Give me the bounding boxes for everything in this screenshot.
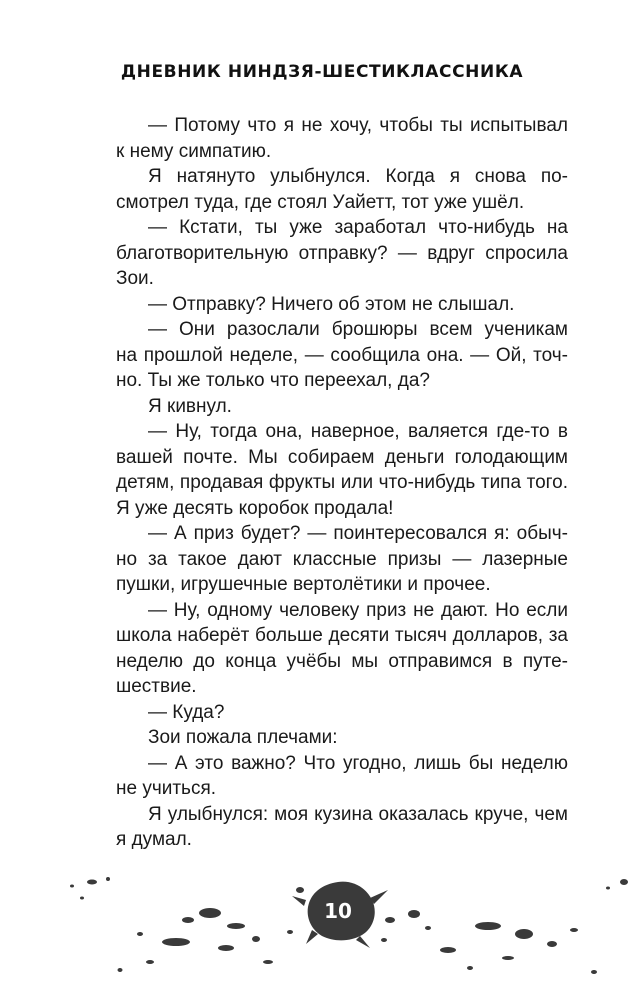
text-line: Я натянуто улыбнулся. Когда я снова по- <box>148 166 568 187</box>
text-line: шествие. <box>116 676 197 697</box>
text-line: — А приз будет? — поинтересовался я: обыч- <box>148 523 568 544</box>
page-number: 10 <box>324 899 352 923</box>
text-line: — Отправку? Ничего об этом не слышал. <box>148 293 515 315</box>
text-line: — Потому что я не хочу, чтобы ты испытывал <box>148 115 568 136</box>
text-line: но. Ты же только что переехал, да? <box>116 370 430 391</box>
text-line: Я уже десять коробок продала! <box>116 497 394 519</box>
text-line: — Ну, тогда она, наверное, валяется где-то в <box>148 421 568 442</box>
text-line: но за такое дают классные призы — лазерные <box>116 548 568 570</box>
text-line: не учиться. <box>116 778 217 799</box>
text-line: Я кивнул. <box>148 395 232 417</box>
text-line: вашей почте. Мы собираем деньги голодающим <box>116 446 568 468</box>
text-line: я думал. <box>116 829 192 850</box>
text-line: детям, продавая фрукты или что-нибудь типа того. <box>116 472 568 493</box>
text-line: Я улыбнулся: моя кузина оказалась круче, чем <box>148 803 568 825</box>
text-line: — Ну, одному человеку приз не дают. Но если <box>148 599 568 621</box>
text-line: Зои пожала плечами: <box>148 727 338 748</box>
text-line: смотрел туда, где стоял Уайетт, тот уже ушёл. <box>116 191 525 213</box>
text-line: — А это важно? Что угодно, лишь бы неделю <box>148 752 568 774</box>
text-line: на прошлой неделе, — сообщила она. — Ой, точ- <box>116 344 568 366</box>
text-line: Зои. <box>116 268 154 289</box>
text-line: — Они разослали брошюры всем ученикам <box>148 319 568 340</box>
text-line: к нему симпатию. <box>116 140 272 162</box>
text-line: школа наберёт больше десяти тысяч долларов, за <box>116 625 568 646</box>
body-text <box>116 113 568 853</box>
text-line: неделю до конца учёбы мы отправимся в путе- <box>116 650 568 672</box>
running-head-title: ДНЕВНИК НИНДЗЯ-ШЕСТИКЛАССНИКА <box>120 62 524 82</box>
text-line: пушки, игрушечные вертолётики и прочее. <box>116 574 491 595</box>
text-line: благотворительную отправку? — вдруг спросила <box>116 242 568 264</box>
text-line: — Кстати, ты уже заработал что-нибудь на <box>148 217 568 238</box>
text-line: — Куда? <box>148 701 225 723</box>
